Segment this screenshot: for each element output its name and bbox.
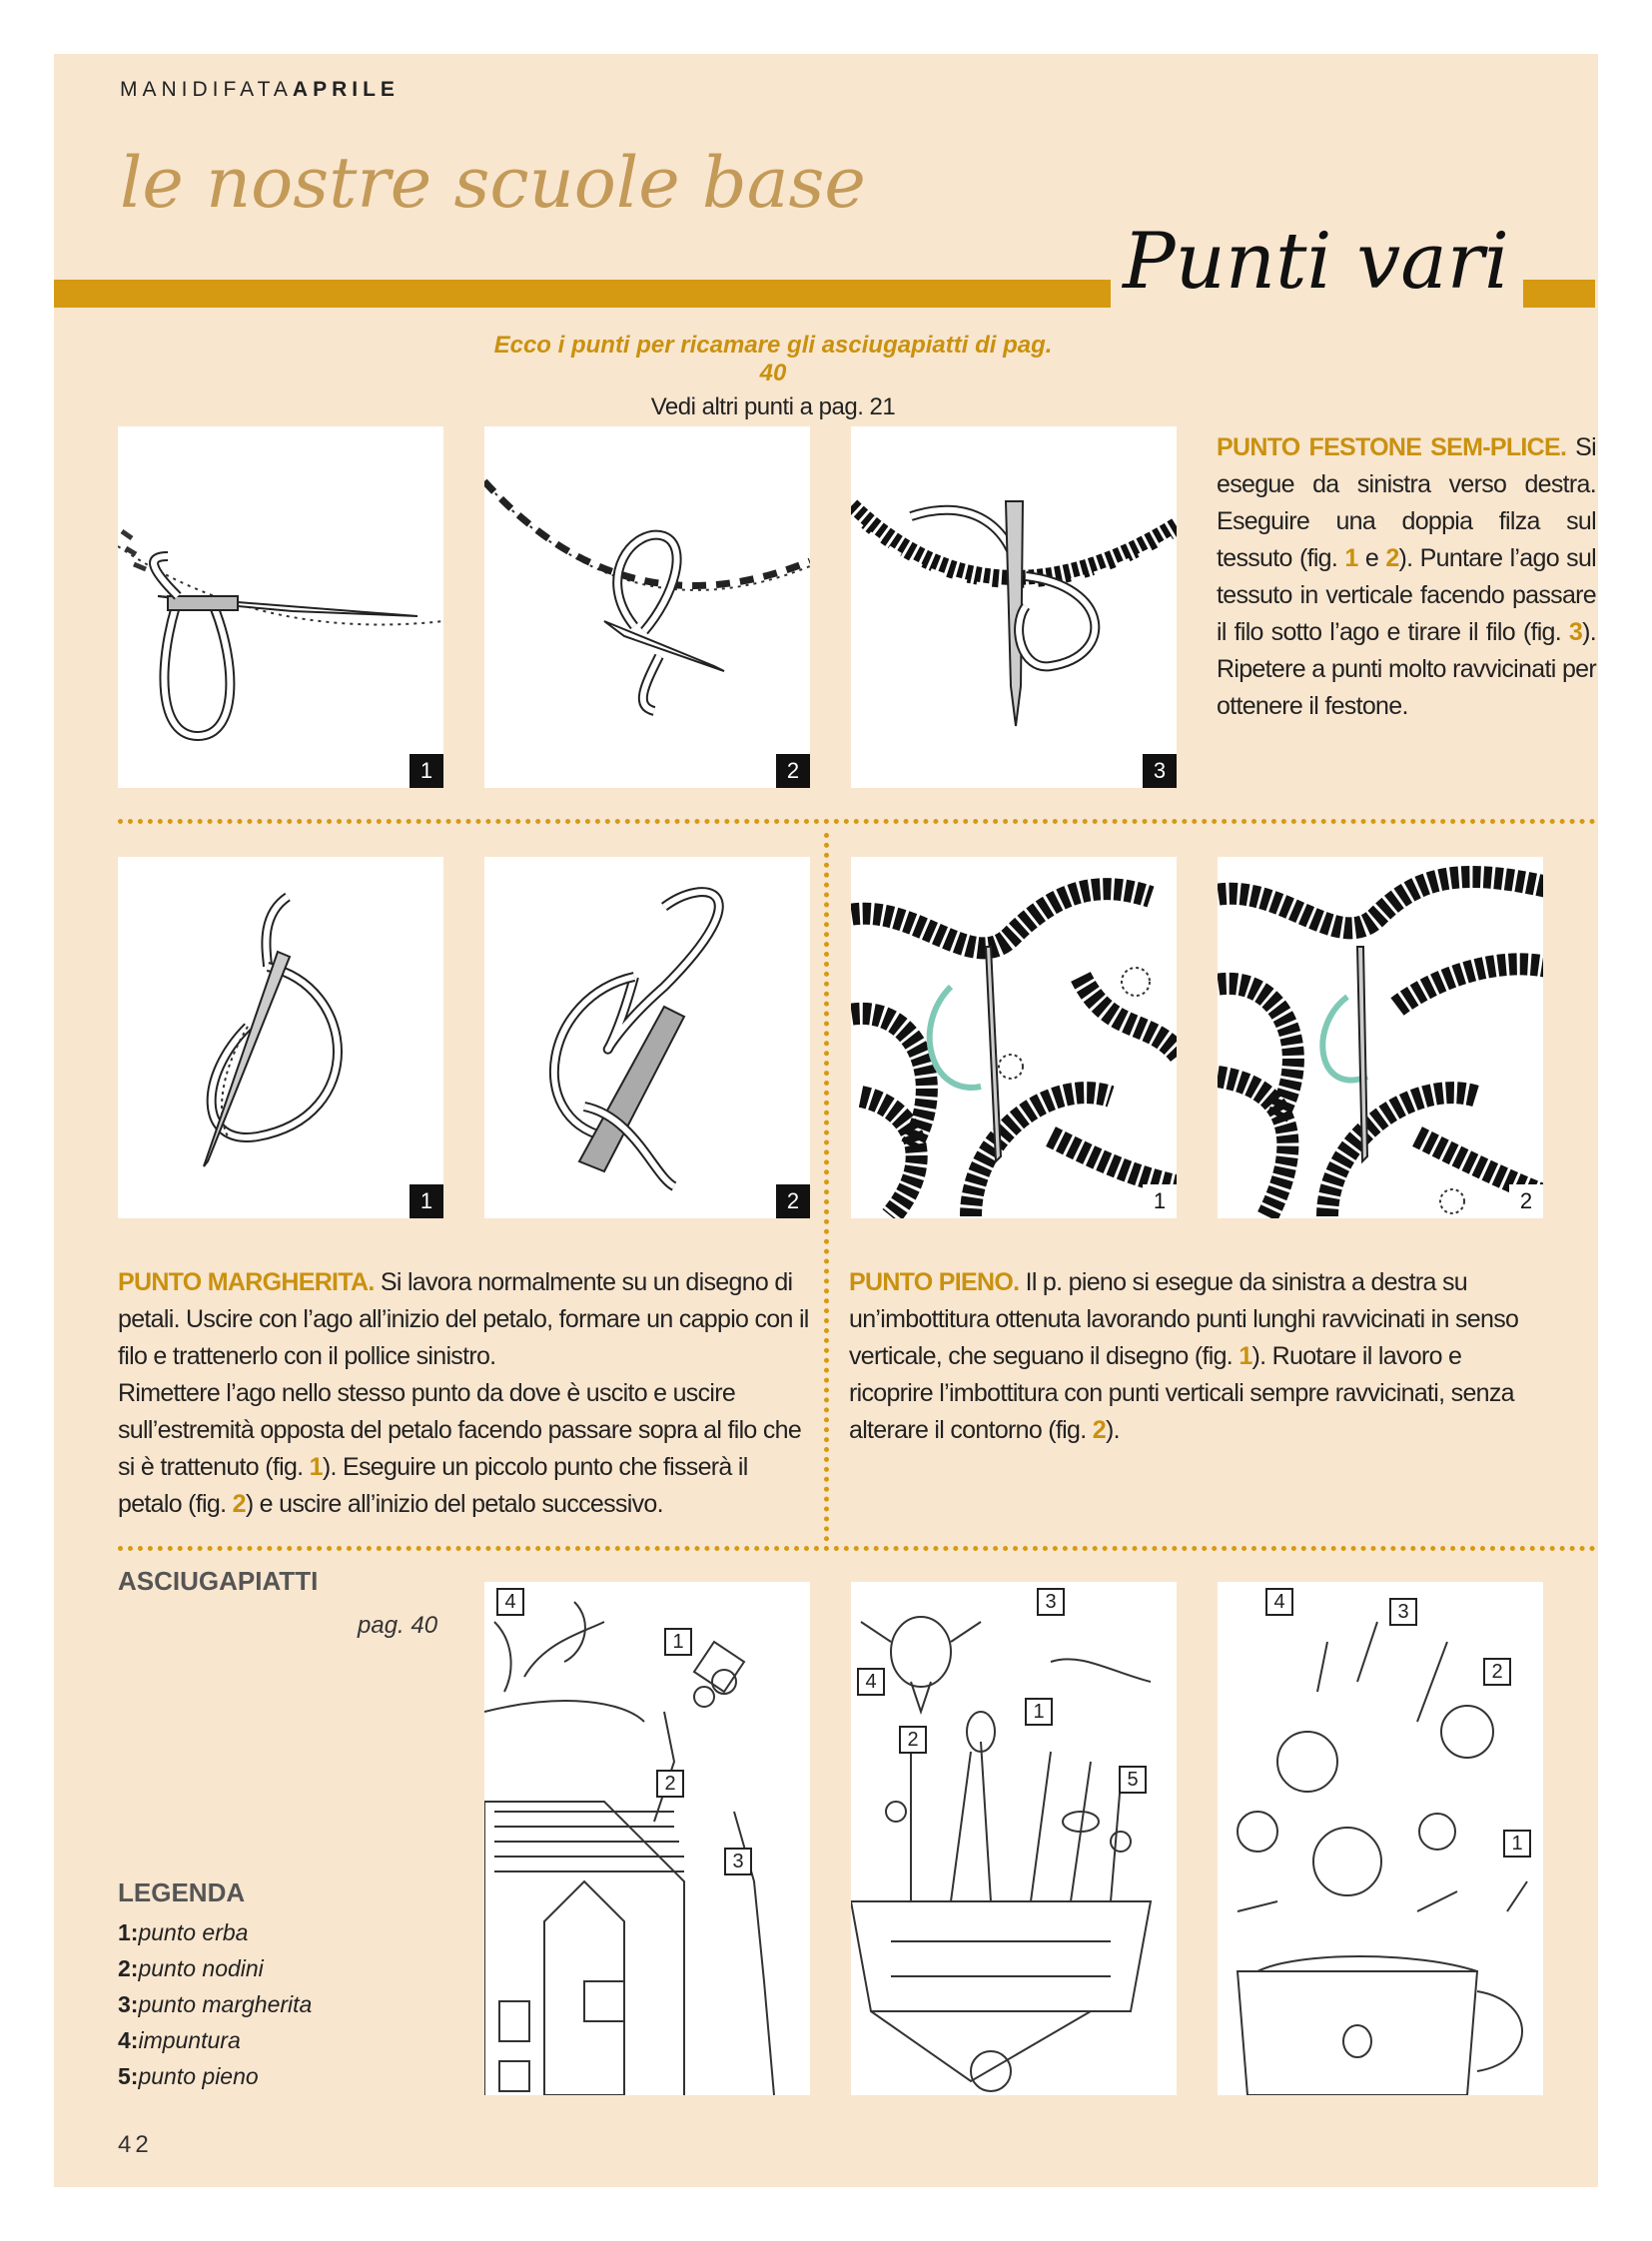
wheelbarrow-pattern-panel <box>851 1582 1177 2095</box>
legend-tag: 2 <box>899 1726 927 1754</box>
legenda-item-label: impuntura <box>138 2027 241 2053</box>
intro <box>493 332 1053 421</box>
legenda-item-label: punto margherita <box>138 1991 313 2017</box>
pieno-description <box>849 1264 1540 1449</box>
asciugapiatti-page-ref: pag. 40 <box>358 1612 438 1639</box>
festone-text-1: Si esegue da sinistra verso destra. Eseguire una doppia filza sul tessuto (fig. <box>1217 433 1596 572</box>
margherita-text-1: Si lavora normalmente su un disegno di petali. Uscire con l’ago all’inizio del petalo, formare un cappio con il filo e trattenerlo con il pollice sinistro. <box>118 1268 809 1370</box>
pieno-text-1: Il p. pieno si esegue da sinistra a destra su un’imbottitura ottenuta lavorando punti lunghi ravvicinati in senso verticale, che seguano il disegno (fig. <box>849 1268 1519 1370</box>
margherita-figure-2 <box>484 857 810 1218</box>
legenda-item-number: 3: <box>118 1991 139 2017</box>
festone-heading: PUNTO FESTONE SEM-PLICE. <box>1217 433 1567 461</box>
dotted-divider <box>118 1546 1596 1551</box>
legenda-item-label: punto pieno <box>138 2063 259 2089</box>
intro-sub: Vedi altri punti a pag. 21 <box>650 393 896 420</box>
legend-tag: 4 <box>496 1588 524 1616</box>
margherita-fig-ref-2: 2 <box>232 1490 246 1518</box>
pieno-text-2: ). Ruotare il lavoro e ricoprire l’imbottitura con punti verticali sempre ravvicinati, senza alterare il contorno (fig. <box>849 1342 1514 1444</box>
margherita-text-3: ). Eseguire un piccolo punto che fisserà il petalo (fig. <box>118 1453 748 1518</box>
pieno-figure-1 <box>851 857 1177 1218</box>
dotted-divider <box>118 819 1596 824</box>
festone-text-2: e <box>1357 544 1386 572</box>
legenda-item <box>118 1950 312 1986</box>
legenda-item <box>118 2022 312 2058</box>
page-title: Punti vari <box>1111 214 1523 310</box>
legend-tag: 1 <box>664 1628 692 1656</box>
legend-tag: 3 <box>724 1848 752 1875</box>
legend-tag: 2 <box>656 1770 684 1798</box>
legenda-item <box>118 2058 312 2094</box>
legenda-item-number: 2: <box>118 1955 139 1981</box>
legend-tag: 3 <box>1037 1588 1065 1616</box>
margherita-text-2: Rimettere l’ago nello stesso punto da dove è uscito e uscire sull’estremità opposta del petalo facendo passare sopra al filo che si è trattenuto (fig. <box>118 1379 802 1481</box>
festone-fig-ref-1: 1 <box>1344 544 1358 572</box>
festone-fig-ref-2: 2 <box>1385 544 1399 572</box>
festone-fig-ref-3: 3 <box>1568 618 1583 646</box>
legend-tag: 5 <box>1119 1766 1147 1794</box>
dotted-divider-vertical <box>824 833 829 1542</box>
festone-figure-1 <box>118 426 443 788</box>
margherita-text-4: ) e uscire all’inizio del petalo successivo. <box>245 1490 663 1518</box>
legenda-item-label: punto erba <box>138 1919 249 1945</box>
pieno-fig-ref-1: 1 <box>1239 1342 1252 1370</box>
pieno-text-3: ). <box>1105 1416 1120 1444</box>
legenda-title: LEGENDA <box>118 1877 246 1907</box>
legenda-item-label: punto nodini <box>138 1955 264 1981</box>
legend-tag: 2 <box>1483 1658 1511 1686</box>
margherita-figure-1 <box>118 857 443 1218</box>
header-month: APRILE <box>292 78 400 101</box>
section-title: le nostre scuole base <box>120 142 866 224</box>
margherita-fig-ref-1: 1 <box>309 1453 323 1481</box>
figure-number: 1 <box>410 754 443 788</box>
figure-number: 1 <box>410 1184 443 1218</box>
legend-tag: 1 <box>1025 1698 1053 1726</box>
legenda <box>118 1877 312 2094</box>
legenda-item <box>118 1914 312 1950</box>
legenda-item-number: 1: <box>118 1919 139 1945</box>
margherita-description <box>118 1264 817 1523</box>
festone-figure-3 <box>851 426 1177 788</box>
legenda-item <box>118 1986 312 2022</box>
vase-pattern-panel <box>1218 1582 1543 2095</box>
pieno-heading: PUNTO PIENO. <box>849 1268 1020 1296</box>
legend-tag: 4 <box>1265 1588 1293 1616</box>
house-pattern-panel <box>484 1582 810 2095</box>
festone-text-3: ). Puntare l’ago sul tessuto in verticale facendo passare il filo sotto l’ago e tirare il filo (fig. <box>1217 544 1597 646</box>
figure-number: 2 <box>776 754 810 788</box>
page-number: 42 <box>118 2131 153 2158</box>
figure-number: 3 <box>1143 754 1177 788</box>
header-brand: MANIDIFATA <box>120 78 293 101</box>
legend-tag: 1 <box>1503 1830 1531 1858</box>
legenda-item-number: 5: <box>118 2063 139 2089</box>
asciugapiatti-title: ASCIUGAPIATTI <box>118 1566 319 1596</box>
figure-number: 2 <box>776 1184 810 1218</box>
pieno-fig-ref-2: 2 <box>1092 1416 1106 1444</box>
figure-number: 2 <box>1509 1184 1543 1218</box>
page-background <box>54 54 1598 2187</box>
magazine-header <box>120 78 400 102</box>
festone-text-4: ). Ripetere a punti molto ravvicinati per ottenere il festone. <box>1217 618 1596 720</box>
margherita-heading: PUNTO MARGHERITA. <box>118 1268 375 1296</box>
festone-description <box>1217 429 1596 725</box>
legend-tag: 3 <box>1389 1598 1417 1626</box>
figure-number: 1 <box>1143 1184 1177 1218</box>
pieno-figure-2 <box>1218 857 1543 1218</box>
legend-tag: 4 <box>857 1668 885 1696</box>
legenda-item-number: 4: <box>118 2027 139 2053</box>
intro-lead: Ecco i punti per ricamare gli asciugapiatti di pag. 40 <box>493 332 1053 386</box>
festone-figure-2 <box>484 426 810 788</box>
